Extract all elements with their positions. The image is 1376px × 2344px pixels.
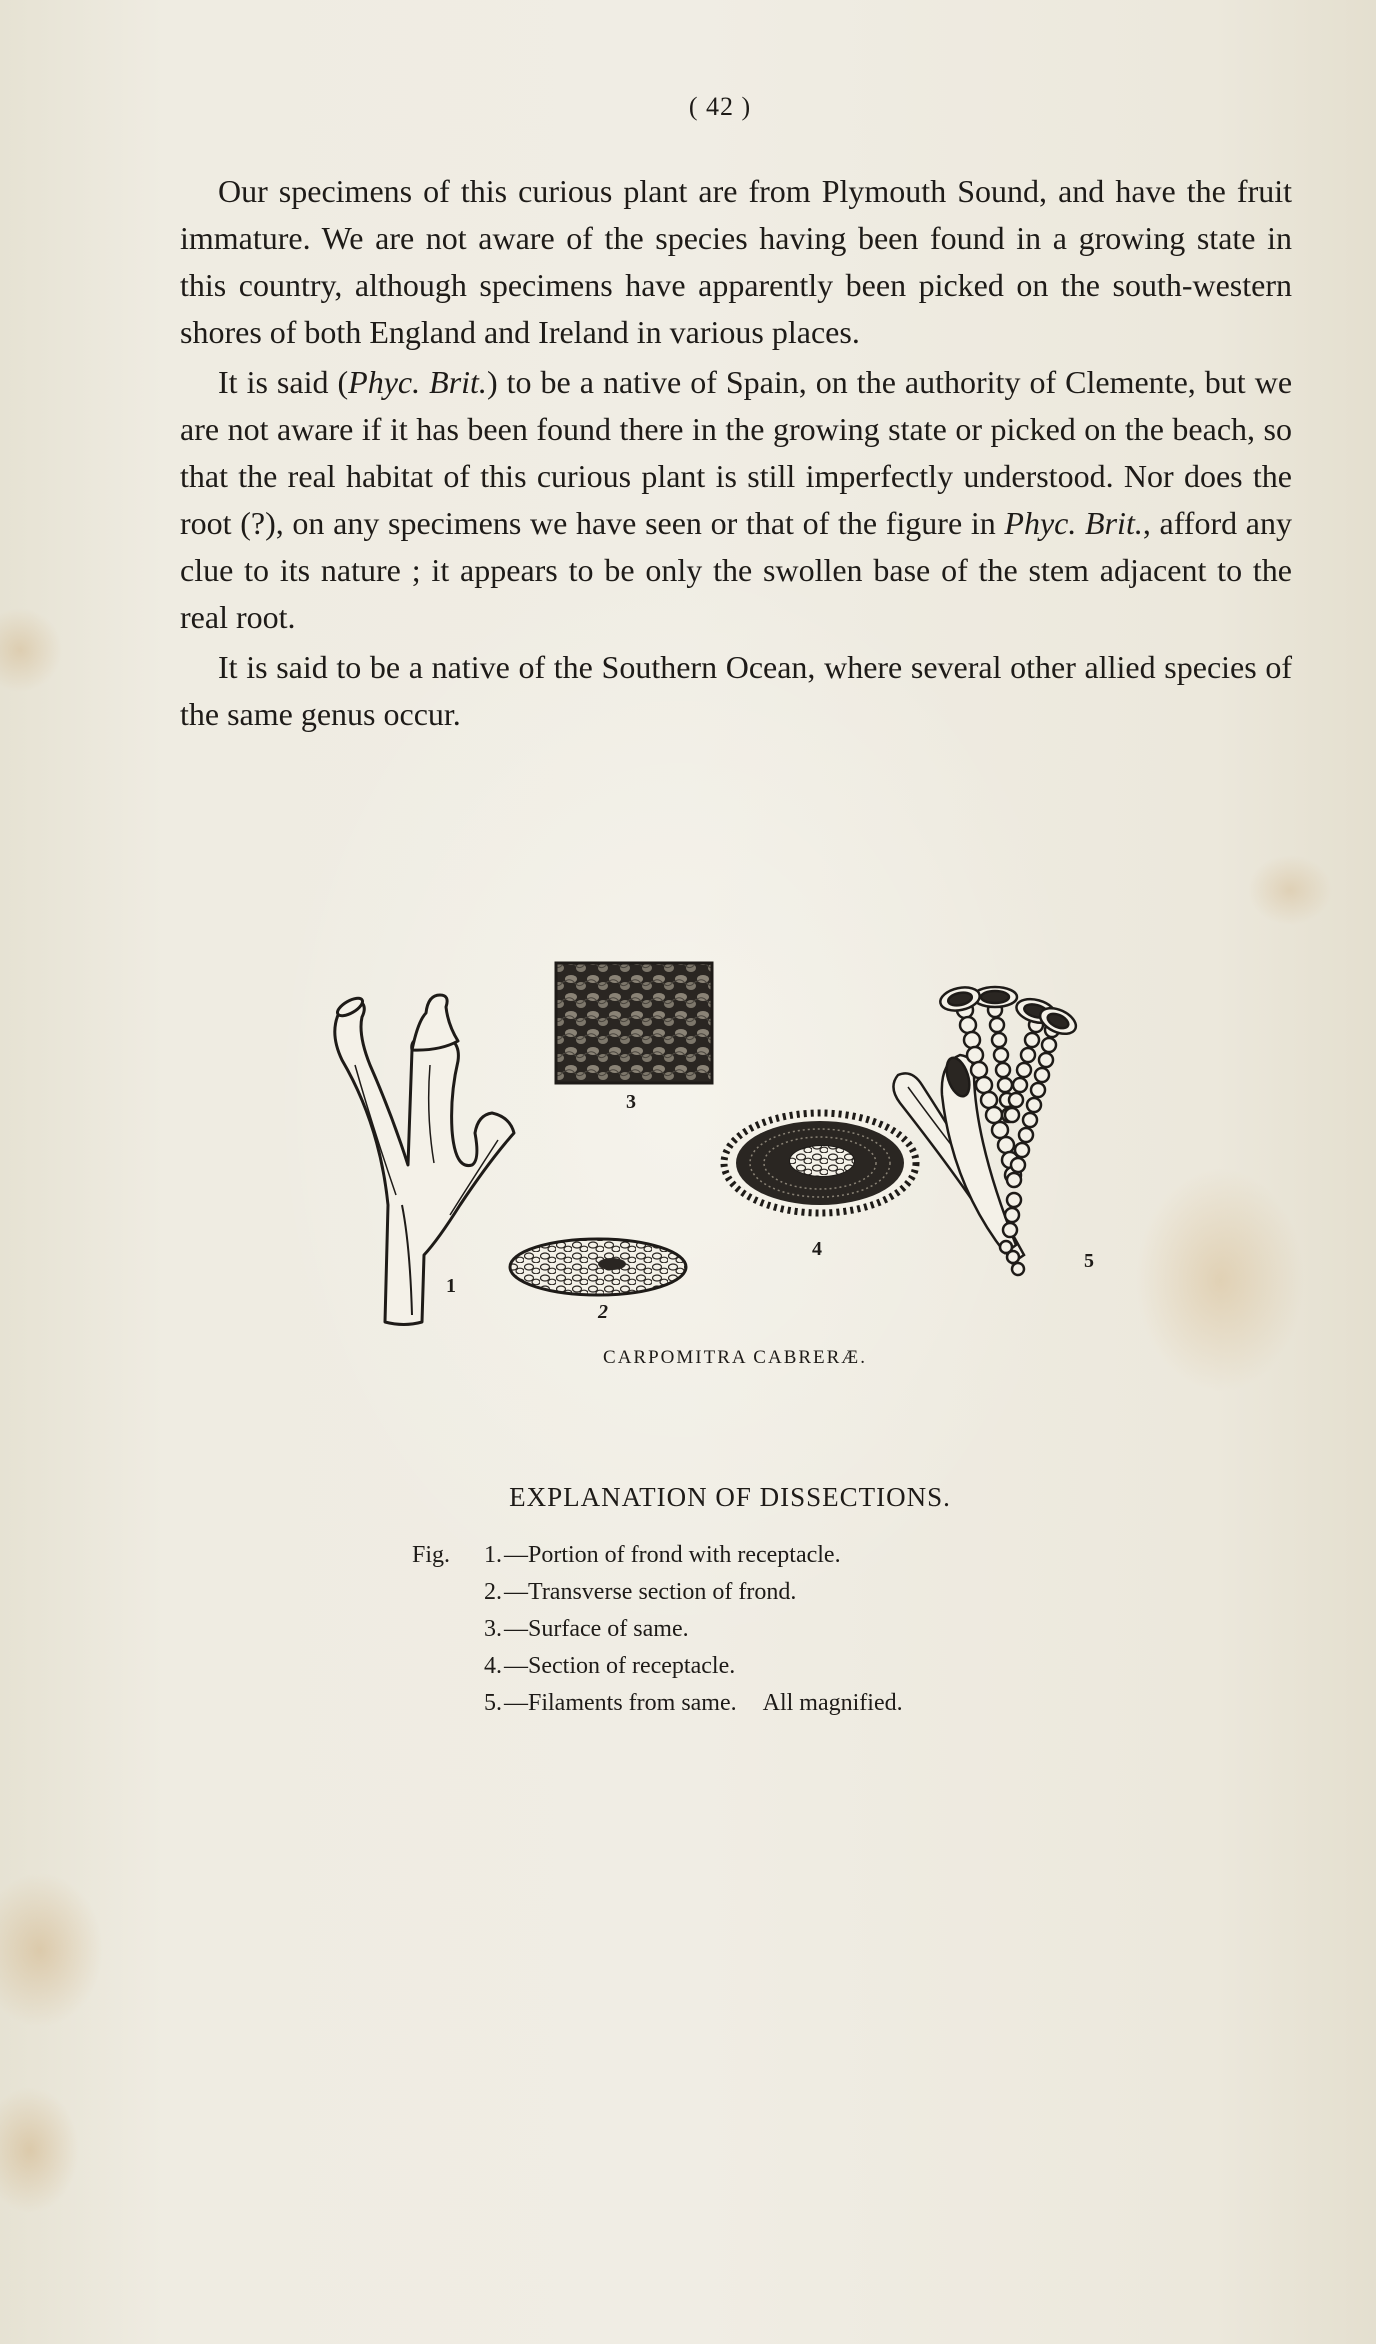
fig-number: 2. <box>484 1579 502 1605</box>
fig-note: All magnified. <box>762 1690 903 1716</box>
fig-description: —Filaments from same. <box>504 1690 737 1716</box>
paragraph-2-citation-2: Phyc. Brit. <box>1004 505 1143 541</box>
explanation-item-5 <box>412 1685 903 1722</box>
explanation-item-4 <box>412 1648 903 1685</box>
explanation-item-1 <box>412 1537 903 1574</box>
paragraph-2-part-2: ) to be a native of Spain, on the authority of Clemente, but we are not aware if it has been found there in the growing state or picked on the beach, so that the real habitat of this curious plant is still imperfectly understood. Nor does the root (?), on any specimens we have seen or that of the figure in <box>180 364 1293 541</box>
fig-number: 4. <box>484 1653 502 1679</box>
figure-1-frond-drawing <box>335 995 514 1325</box>
figure-4-receptacle-drawing <box>724 1113 916 1213</box>
figure-5-filaments-drawing <box>893 984 1079 1275</box>
explanation-list <box>412 1537 903 1722</box>
fig-description: —Surface of same. <box>504 1616 689 1642</box>
figure-1-label: 1 <box>446 1275 456 1297</box>
dissection-plate <box>300 955 1180 1335</box>
explanation-item-2 <box>412 1574 903 1611</box>
paragraph-2-citation-1: Phyc. Brit. <box>348 364 487 400</box>
figure-3-label: 3 <box>626 1091 636 1113</box>
figure-2-label: 2 <box>598 1301 608 1323</box>
fig-number: 5. <box>484 1690 502 1716</box>
figure-4-label: 4 <box>812 1238 822 1260</box>
fig-description: —Transverse section of frond. <box>504 1579 797 1605</box>
paragraph-2-part-1: It is said ( <box>218 364 349 400</box>
fig-description: —Portion of frond with receptacle. <box>504 1542 841 1568</box>
figure-caption: CARPOMITRA CABRERÆ. <box>603 1347 867 1368</box>
explanation-item-3 <box>412 1611 903 1648</box>
fig-number: 3. <box>484 1616 502 1642</box>
explanation-title: EXPLANATION OF DISSECTIONS. <box>509 1482 951 1512</box>
fig-number: 1. <box>484 1542 502 1568</box>
paragraph-1: Our specimens of this curious plant are from Plymouth Sound, and have the fruit immature. We are not aware of the species having been found in a growing state in this country, although specimens have apparently been picked on the south-western shores of both England and Ireland in various places. <box>180 173 1292 350</box>
page-number: ( 42 ) <box>688 92 752 121</box>
fig-description: —Section of receptacle. <box>504 1653 736 1679</box>
paragraph-3: It is said to be a native of the Southern Ocean, where several other allied species of the same genus occur. <box>180 649 1292 732</box>
paragraph-2-part-3: , afford any clue to its nature ; it appears to be only the swollen base of the stem adjacent to the real root. <box>180 505 1293 635</box>
figure-5-label: 5 <box>1084 1250 1094 1272</box>
fig-prefix: Fig. <box>412 1542 451 1568</box>
body-text <box>180 168 1292 741</box>
figure-2-section-drawing <box>510 1239 686 1295</box>
figure-3-surface-drawing <box>556 963 712 1083</box>
paragraph-2 <box>180 359 1292 641</box>
